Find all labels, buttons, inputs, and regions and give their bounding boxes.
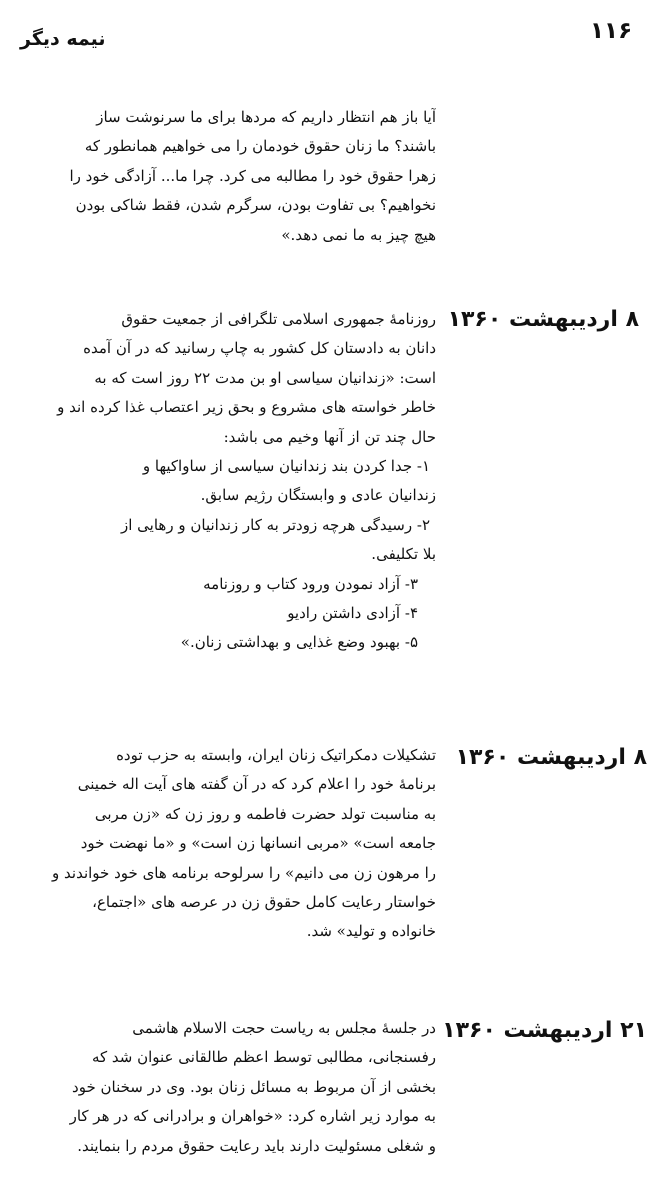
text-line: باشند؟ ما زنان حقوق خودمان را می خواهیم همانطور که: [84, 137, 436, 156]
text-line: دانان به دادستان کل کشور به چاپ رسانید که در آن آمده: [83, 339, 436, 358]
text-line: روزنامهٔ جمهوری اسلامی تلگرافی از جمعیت حقوق: [121, 310, 436, 328]
list-item: ۳- آزاد نمودن ورود کتاب و روزنامه: [203, 574, 418, 593]
text-line: برنامهٔ خود را اعلام کرد که در آن گفته های آیت اله خمینی: [77, 775, 436, 794]
entry-date: ۸ اردیبهشت ۱۳۶۰: [455, 745, 647, 770]
text-line: خانواده و تولید» شد.: [306, 922, 436, 941]
page-number: ۱۱۶: [590, 18, 633, 44]
text-line: خاطر خواسته های مشروع و بحق زیر اعتصاب غذا کرده اند و: [57, 398, 436, 417]
running-header-title: نیمه دیگر: [20, 28, 106, 50]
list-item: ۵- بهبود وضع غذایی و بهداشتی زنان.»: [180, 633, 418, 652]
entry-body: [18, 1014, 436, 1161]
text-line: زندانیان عادی و وابستگان رژیم سابق.: [200, 486, 436, 505]
text-line: و شغلی مسئولیت دارند باید رعایت حقوق مردم را بنمایند.: [77, 1136, 436, 1155]
text-line: را مرهون زن می دانیم» را سرلوحه برنامه های خود خواندند و: [52, 863, 436, 882]
text-line: بخشی از آن مربوط به مسائل زنان بود. وی در سخنان خود: [72, 1077, 436, 1096]
entry-date: ۸ اردیبهشت ۱۳۶۰: [447, 307, 639, 332]
text-line: نخواهیم؟ بی تفاوت بودن، سرگرم شدن، فقط شاکی بودن: [75, 196, 436, 215]
list-item: ۲- رسیدگی هرچه زودتر به کار زندانیان و رهایی از: [121, 515, 430, 534]
text-line: هیچ چیز به ما نمی دهد.»: [281, 225, 436, 244]
text-line: حال چند تن از آنها وخیم می باشد:: [223, 427, 436, 446]
text-line: جامعه است» «مربی انسانها زن است» و «ما نهضت خود: [80, 834, 436, 853]
entry-body: [18, 305, 436, 658]
text-line: به موارد زیر اشاره کرد: «خواهران و برادرانی که در هر کار: [69, 1107, 436, 1126]
text-line: رفسنجانی، مطالبی توسط اعظم طالقانی عنوان شد که: [91, 1048, 436, 1067]
entry-body: [18, 741, 436, 947]
text-line: بلا تکلیفی.: [371, 545, 436, 564]
text-line: خواستار رعایت کامل حقوق زن در عرصه های «اجتماع،: [92, 893, 436, 912]
entry-date: ۲۱ اردیبهشت ۱۳۶۰: [442, 1018, 647, 1043]
text-line: آیا باز هم انتظار داریم که مردها برای ما سرنوشت ساز: [96, 108, 436, 126]
text-line: در جلسهٔ مجلس به ریاست حجت الاسلام هاشمی: [132, 1019, 436, 1037]
list-item: ۱- جدا کردن بند زندانیان سیاسی از ساواکیها و: [142, 457, 430, 476]
text-line: تشکیلات دمکراتیک زنان ایران، وابسته به حزب توده: [116, 746, 436, 764]
text-line: است: «زندانیان سیاسی او بن مدت ۲۲ روز است که به: [94, 368, 436, 387]
list-item: ۴- آزادی داشتن رادیو: [287, 604, 418, 623]
text-line: زهرا حقوق خود را مطالبه می کرد. چرا ما... آزادگی خود را: [69, 166, 436, 185]
intro-paragraph: [18, 103, 436, 250]
text-line: به مناسبت تولد حضرت فاطمه و روز زن که «زن مربی: [94, 804, 436, 823]
